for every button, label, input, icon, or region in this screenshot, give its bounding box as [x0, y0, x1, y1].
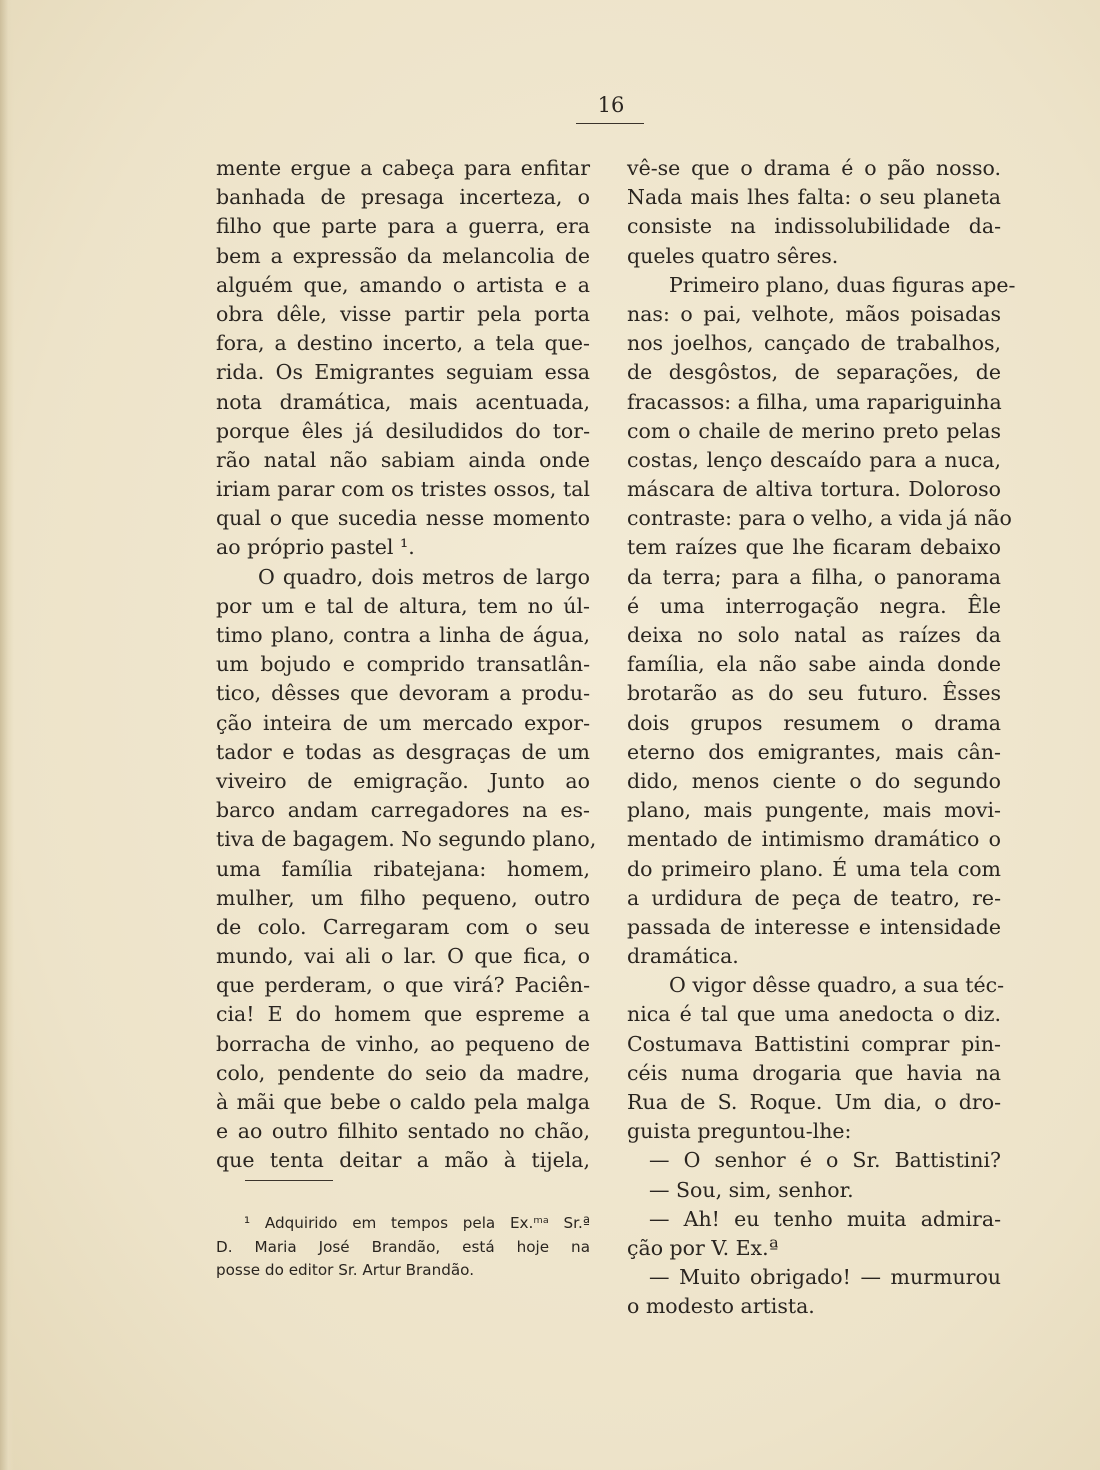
text-line: borracha de vinho, ao pequeno de	[216, 1031, 590, 1056]
text-line: O vigor dêsse quadro, a sua téc-	[669, 973, 1005, 998]
text-line: à mãi que bebe o caldo pela malga	[216, 1090, 590, 1114]
text-line: dois grupos resumem o drama	[627, 710, 1001, 735]
text-line: obra dêle, visse partir pela porta	[216, 301, 590, 326]
text-line: mulher, um filho pequeno, outro	[216, 885, 590, 910]
text-line: viveiro de emigração. Junto ao	[216, 768, 590, 793]
text-line: tico, dêsses que devoram a produ-	[216, 681, 590, 706]
text-line: alguém que, amando o artista e a	[216, 272, 590, 297]
text-line: timo plano, contra a linha de água,	[216, 623, 590, 647]
text-line: da terra; para a filha, o panorama	[627, 564, 1001, 589]
text-line: dido, menos ciente o do segundo	[627, 768, 1001, 793]
text-line: nos joelhos, cançado de trabalhos,	[627, 331, 1001, 356]
text-line: Rua de S. Roque. Um dia, o dro-	[627, 1090, 1001, 1114]
text-line: com o chaile de merino preto pelas	[627, 418, 1001, 443]
text-line: qual o que sucedia nesse momento	[216, 506, 590, 531]
text-line: brotarão as do seu futuro. Êsses	[627, 681, 1001, 706]
text-line: ao próprio pastel ¹.	[216, 535, 415, 560]
text-line: eterno dos emigrantes, mais cân-	[627, 739, 1001, 764]
text-line: que tenta deitar a mão à tijela,	[216, 1148, 590, 1173]
text-line: colo, pendente do seio da madre,	[216, 1060, 590, 1085]
page-number: 16	[597, 93, 625, 117]
text-line: passada de interesse e intensidade	[627, 914, 1001, 939]
right-column	[627, 154, 1016, 1322]
text-line: banhada de presaga incerteza, o	[216, 185, 590, 210]
text-line: e ao outro filhito sentado no chão,	[216, 1119, 590, 1144]
text-line: nota dramática, mais acentuada,	[216, 389, 590, 414]
dialogue-line: — O senhor é o Sr. Battistini?	[649, 1148, 1001, 1173]
text-line: costas, lenço descaído para a nuca,	[627, 447, 1001, 472]
text-line: dramática.	[627, 944, 739, 969]
text-line: fracassos: a filha, uma rapariguinha	[627, 389, 1002, 414]
text-line: vê-se que o drama é o pão nosso.	[627, 156, 1001, 180]
text-line: guista preguntou-lhe:	[627, 1119, 852, 1144]
text-line: tem raízes que lhe ficaram debaixo	[627, 535, 1001, 560]
text-line: é uma interrogação negra. Êle	[627, 593, 1001, 618]
text-line: mundo, vai ali o lar. O que fica, o	[216, 944, 590, 969]
text-line: filho que parte para a guerra, era	[216, 214, 590, 239]
text-line: plano, mais pungente, mais movi-	[627, 798, 1001, 823]
footnote-line: D. Maria José Brandão, está hoje na	[216, 1237, 590, 1256]
text-line: mentado de intimismo dramático o	[627, 827, 1001, 852]
text-line: queles quatro sêres.	[627, 243, 839, 268]
text-line: máscara de altiva tortura. Doloroso	[627, 477, 1001, 502]
text-line: consiste na indissolubilidade da-	[627, 214, 1001, 239]
text-line: nica é tal que uma anedocta o diz.	[627, 1002, 1001, 1027]
text-line: um bojudo e comprido transatlân-	[216, 652, 590, 677]
footnote-rule	[245, 1180, 333, 1181]
dialogue-line: — Ah! eu tenho muita admira-	[649, 1206, 1001, 1231]
dialogue-line: — Sou, sim, senhor.	[649, 1177, 854, 1202]
text-line: bem a expressão da melancolia de	[216, 243, 590, 268]
text-line: uma família ribatejana: homem,	[216, 856, 590, 881]
text-line: o modesto artista.	[627, 1294, 815, 1319]
page-number-rule	[576, 123, 644, 124]
text-line: fora, a destino incerto, a tela que-	[216, 331, 590, 356]
text-line: de desgôstos, de separações, de	[627, 360, 1001, 385]
text-line: Nada mais lhes falta: o seu planeta	[627, 185, 1001, 210]
text-line: do primeiro plano. É uma tela com	[627, 856, 1001, 881]
text-line: porque êles já desiludidos do tor-	[216, 418, 590, 443]
binding-edge	[0, 0, 14, 1470]
text-line: rão natal não sabiam ainda onde	[216, 447, 590, 472]
text-line: deixa no solo natal as raízes da	[627, 623, 1001, 647]
text-line: mente ergue a cabeça para enfitar	[216, 156, 590, 180]
text-line: ção inteira de um mercado expor-	[216, 710, 590, 735]
text-line: cia! E do homem que espreme a	[216, 1002, 590, 1027]
text-line: iriam parar com os tristes ossos, tal	[216, 477, 590, 502]
text-line: barco andam carregadores na es-	[216, 798, 590, 823]
text-line: tador e todas as desgraças de um	[216, 739, 590, 764]
text-line: por um e tal de altura, tem no úl-	[216, 593, 590, 618]
text-line: Primeiro plano, duas figuras ape-	[669, 272, 1016, 297]
text-line: nas: o pai, velhote, mãos poisadas	[627, 301, 1001, 326]
text-line: que perderam, o que virá? Paciên-	[216, 973, 590, 998]
text-line: rida. Os Emigrantes seguiam essa	[216, 360, 590, 385]
text-line: céis numa drogaria que havia na	[627, 1060, 1001, 1085]
text-line: tiva de bagagem. No segundo plano,	[216, 827, 597, 852]
text-line: a urdidura de peça de teatro, re-	[627, 885, 1001, 910]
text-line: O quadro, dois metros de largo	[258, 564, 590, 589]
footnote-line: posse do editor Sr. Artur Brandão.	[216, 1261, 475, 1279]
text-line: contraste: para o velho, a vida já não	[627, 506, 1012, 531]
dialogue-line: — Muito obrigado! — murmurou	[649, 1265, 1001, 1290]
dialogue-line: ção por V. Ex.ª	[627, 1235, 779, 1260]
left-column	[216, 154, 597, 1176]
footnotes	[216, 1212, 590, 1283]
text-line: família, ela não sabe ainda donde	[627, 652, 1001, 677]
text-line: Costumava Battistini comprar pin-	[627, 1031, 1001, 1056]
text-line: de colo. Carregaram com o seu	[216, 914, 590, 939]
footnote-line: ¹ Adquirido em tempos pela Ex.ᵐᵃ Sr.ª	[244, 1214, 590, 1232]
